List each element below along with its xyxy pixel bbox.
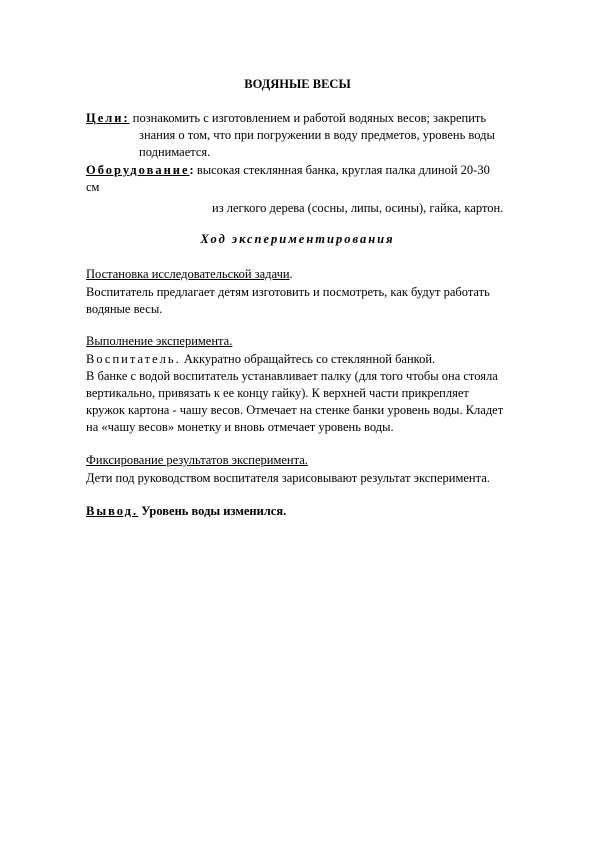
equipment-text-2: см bbox=[86, 180, 100, 194]
experiment-speaker: Воспитатель. bbox=[86, 352, 181, 366]
equipment-colon: : bbox=[189, 163, 194, 177]
experiment-text-4: кружок картона - чашу весов. Отмечает на стенке банки уровень воды. Кладет bbox=[86, 403, 504, 417]
equipment-label: Оборудование bbox=[86, 163, 190, 177]
conclusion-text: Уровень воды изменился. bbox=[138, 504, 287, 518]
page-title: ВОДЯНЫЕ ВЕСЫ bbox=[244, 77, 351, 91]
goals-line-1 bbox=[86, 110, 486, 126]
task-heading: Постановка исследовательской задачи bbox=[86, 267, 290, 281]
equipment-text-3: из легкого дерева (сосны, липы, осины), гайка, картон. bbox=[212, 201, 504, 215]
results-text-1: Дети под руководством воспитателя зарисовывают результат эксперимента. bbox=[86, 471, 490, 485]
experiment-text-5: на «чашу весов» монетку и вновь отмечает уровень воды. bbox=[86, 420, 394, 434]
results-heading: Фиксирование результатов эксперимента. bbox=[86, 453, 308, 467]
goals-text-2: знания о том, что при погружении в воду предметов, уровень воды bbox=[139, 128, 495, 142]
experiment-line-1 bbox=[86, 351, 435, 367]
procedure-heading: Ход экспериментирования bbox=[200, 232, 395, 246]
goals-text-1: познакомить с изготовлением и работой водяных весов; закрепить bbox=[129, 111, 487, 125]
experiment-heading: Выполнение эксперимента. bbox=[86, 334, 233, 348]
experiment-text-2: В банке с водой воспитатель устанавливает палку (для того чтобы она стояла bbox=[86, 369, 498, 383]
task-heading-line bbox=[86, 266, 293, 282]
task-text-2: водяные весы. bbox=[86, 302, 163, 316]
experiment-text-3: вертикально, привязать к ее концу гайку). К верхней части прикрепляет bbox=[86, 386, 469, 400]
equipment-line-1 bbox=[86, 162, 490, 178]
goals-text-3: поднимается. bbox=[139, 145, 211, 159]
task-heading-tail: . bbox=[289, 267, 293, 281]
experiment-text-1: Аккуратно обращайтесь со стеклянной банкой. bbox=[180, 352, 436, 366]
conclusion-line bbox=[86, 503, 286, 519]
equipment-text-1: высокая стеклянная банка, круглая палка длиной 20-30 bbox=[193, 163, 490, 177]
task-text-1: Воспитатель предлагает детям изготовить и посмотреть, как будут работать bbox=[86, 285, 490, 299]
conclusion-label: Вывод. bbox=[86, 504, 139, 518]
goals-label: Цели: bbox=[86, 111, 130, 125]
